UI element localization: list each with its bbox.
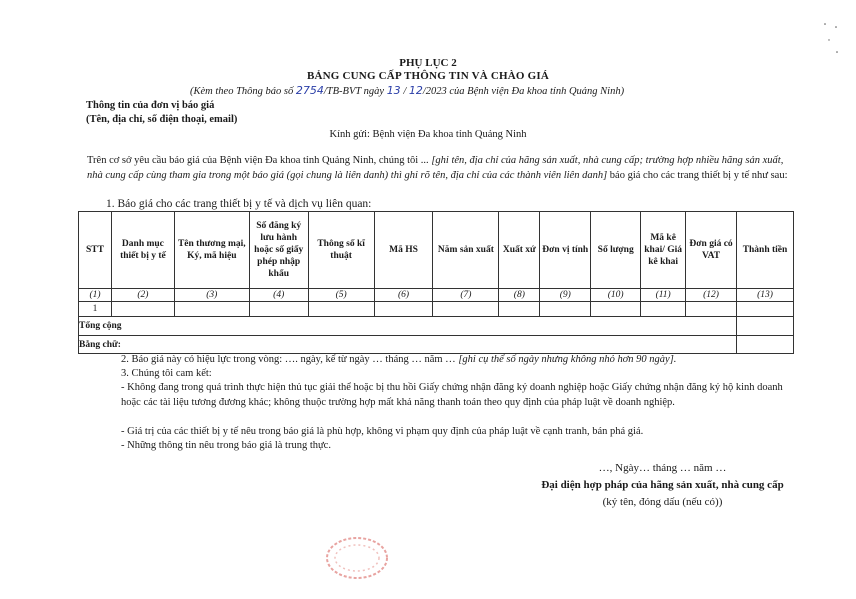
reference-line — [190, 84, 624, 97]
header-cell: Thông số kĩ thuật — [308, 212, 374, 289]
column-number: (3) — [174, 289, 249, 302]
signature-note: (ký tên, đóng dấu (nếu có)) — [602, 496, 723, 508]
column-number: (4) — [249, 289, 308, 302]
reference-sep: / — [400, 86, 409, 97]
appendix-number: PHỤ LỤC 2 — [399, 57, 457, 69]
faded-stamp — [322, 532, 392, 582]
quote-table — [78, 211, 794, 354]
column-number: (5) — [308, 289, 374, 302]
header-cell: Đơn vị tính — [540, 212, 591, 289]
amount-in-words-value — [737, 336, 794, 354]
table-cell — [433, 302, 499, 317]
notice-number: 2754 — [295, 84, 324, 97]
header-cell: Mã kê khai/ Giá kê khai — [641, 212, 686, 289]
amount-in-words-label: Bằng chữ: — [79, 336, 737, 354]
table-header-row — [79, 212, 794, 289]
notice-day: 13 — [386, 84, 401, 97]
commitment-heading: 3. Chúng tôi cam kết: — [121, 368, 212, 379]
table-cell — [174, 302, 249, 317]
signature-block — [540, 460, 785, 511]
column-number: (11) — [641, 289, 686, 302]
header-cell: Số đăng ký lưu hành hoặc số giấy phép nhập khẩu — [249, 212, 308, 289]
addressee: Kính gửi: Bệnh viện Đa khoa tỉnh Quảng Ninh — [329, 129, 527, 140]
header-cell: Mã HS — [374, 212, 433, 289]
validity-text: 2. Báo giá này có hiệu lực trong vòng: …. ngày, kể từ ngày … tháng … năm … — [121, 354, 459, 365]
table-cell — [737, 302, 794, 317]
table-cell — [249, 302, 308, 317]
notice-month: 12 — [408, 84, 423, 97]
reference-prefix: (Kèm theo Thông báo số — [190, 86, 296, 97]
header-cell: Tên thương mại, Ký, mã hiệu — [174, 212, 249, 289]
header-cell: Danh mục thiết bị y tế — [111, 212, 174, 289]
document-title: BẢNG CUNG CẤP THÔNG TIN VÀ CHÀO GIÁ — [306, 70, 549, 82]
column-number-row — [79, 289, 794, 302]
header-cell: Xuất xứ — [499, 212, 540, 289]
header-cell: Số lượng — [591, 212, 641, 289]
header-cell: Thành tiền — [737, 212, 794, 289]
column-number: (10) — [591, 289, 641, 302]
reference-mid: /TB-BVT ngày — [323, 86, 387, 97]
table-cell — [641, 302, 686, 317]
commitment-item: - Giá trị của các thiết bị y tế nêu trong báo giá là phù hợp, không vi phạm quy định của pháp luật về cạnh tranh, bán phá giá. — [121, 426, 644, 437]
table-cell — [540, 302, 591, 317]
validity-clause — [121, 352, 676, 367]
table-cell — [591, 302, 641, 317]
intro-text: Trên cơ sở yêu cầu báo giá của Bệnh viện Đa khoa tỉnh Quảng Ninh, chúng tôi ... — [87, 155, 432, 166]
vendor-info-hint: (Tên, địa chỉ, số điện thoại, email) — [86, 114, 238, 125]
column-number: (12) — [686, 289, 737, 302]
column-number: (1) — [79, 289, 112, 302]
column-number: (8) — [499, 289, 540, 302]
column-number: (6) — [374, 289, 433, 302]
amount-in-words-row — [79, 336, 794, 354]
header-cell: Năm sản xuất — [433, 212, 499, 289]
table-cell — [499, 302, 540, 317]
column-number: (2) — [111, 289, 174, 302]
signature-date: …, Ngày… tháng … năm … — [598, 462, 727, 474]
header-cell: Đơn giá có VAT — [686, 212, 737, 289]
table-row — [79, 302, 794, 317]
validity-note: [ghi cụ thể số ngày nhưng không nhỏ hơn 90 ngày]. — [458, 354, 677, 365]
table-cell — [111, 302, 174, 317]
reference-suffix: /2023 của Bệnh viện Đa khoa tỉnh Quảng Ninh) — [422, 86, 625, 97]
intro-paragraph — [87, 153, 797, 183]
commitment-item: - Không đang trong quá trình thực hiện thủ tục giải thể hoặc bị thu hồi Giấy chứng nhận đăng ký doanh nghiệp hoặc Giấy chứng nhận đăng ký hộ kinh doanh hoặc các tài liệu tương đương khác; không thuộc trường hợp mất khả năng thanh toán theo quy định của pháp luật về doanh nghiệp. — [121, 382, 783, 408]
table-cell — [308, 302, 374, 317]
table-cell — [686, 302, 737, 317]
column-number: (7) — [433, 289, 499, 302]
scan-marks — [820, 18, 840, 58]
table-cell — [374, 302, 433, 317]
column-number: (13) — [737, 289, 794, 302]
intro-placeholder: [ghi tên, địa chỉ của hãng sản xuất, nhà cung cấp; trường hợp nhiều hãng sản xuất, nhà cung cấp cùng tham gia trong một báo giá (gọi chung là liên danh) thì ghi rõ tên, địa chỉ của các thành viên liên danh] — [87, 155, 784, 181]
total-row — [79, 317, 794, 336]
commitment-item: - Những thông tin nêu trong báo giá là trung thực. — [121, 440, 331, 451]
column-number: (9) — [540, 289, 591, 302]
intro-text-end: báo giá cho các trang thiết bị y tế như sau: — [607, 170, 788, 181]
section-1-heading: 1. Báo giá cho các trang thiết bị y tế và dịch vụ liên quan: — [106, 198, 372, 210]
signature-representative: Đại diện hợp pháp của hãng sản xuất, nhà cung cấp — [541, 479, 784, 491]
header-cell: STT — [79, 212, 112, 289]
vendor-info-heading: Thông tin của đơn vị báo giá — [86, 100, 215, 111]
total-label: Tổng cộng — [79, 317, 737, 336]
row-index: 1 — [79, 302, 112, 317]
total-value — [737, 317, 794, 336]
